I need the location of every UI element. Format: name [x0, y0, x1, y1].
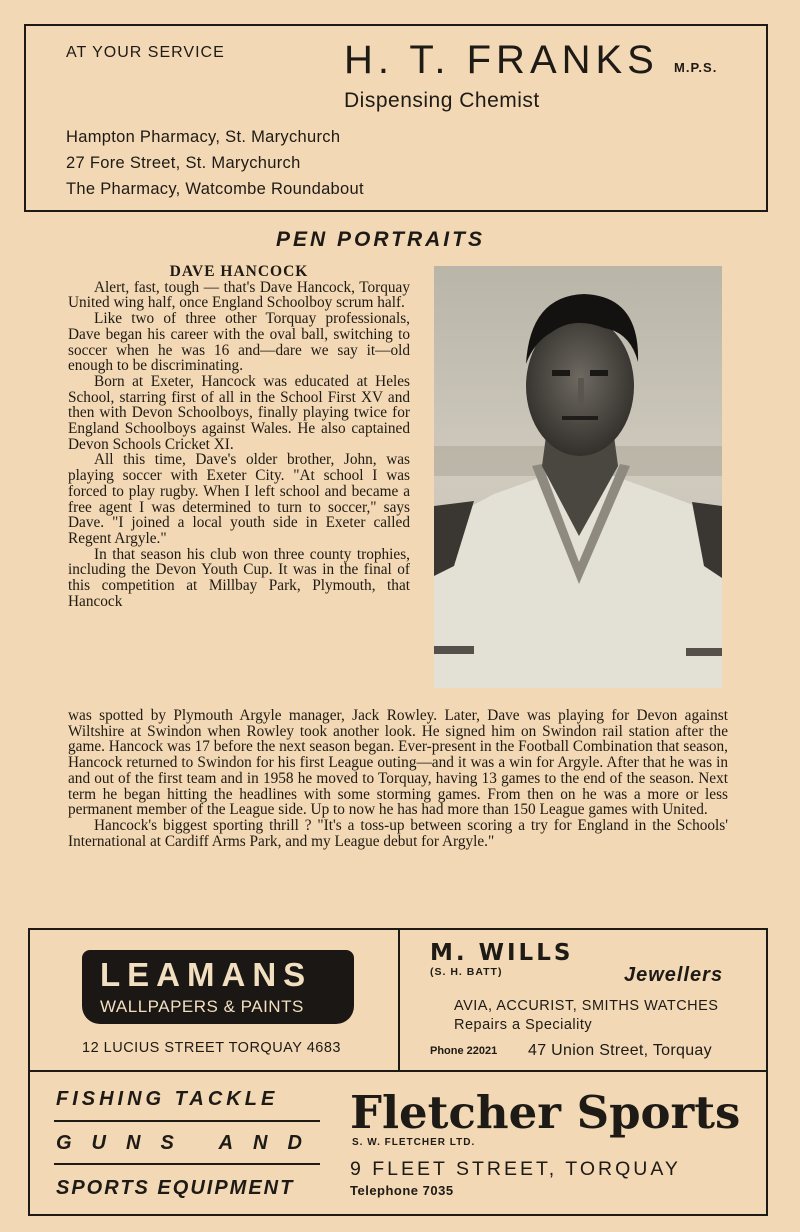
player-photo	[434, 266, 722, 688]
article-paragraph: All this time, Dave's older brother, John, was playing soccer with Exeter City. "At school I was forced to play rugby. When I left school and became a free agent I was determined to turn to soccer," says Dave. "I joined a local youth side in Exeter called Regent Argyle."	[68, 451, 410, 547]
fletcher-company: S. W. FLETCHER LTD.	[352, 1137, 476, 1148]
wills-trade: Jewellers	[624, 964, 724, 986]
advert-business-name: H. T. FRANKS	[344, 38, 659, 82]
divider	[54, 1120, 320, 1122]
wills-address: 47 Union Street, Torquay	[528, 1042, 712, 1059]
advert-address-1: Hampton Pharmacy, St. Marychurch	[66, 128, 341, 146]
leamans-name: LEAMANS	[100, 956, 313, 993]
wills-brands: AVIA, ACCURIST, SMITHS WATCHES	[454, 998, 719, 1014]
divider	[54, 1163, 320, 1165]
divider	[398, 928, 400, 1070]
fletcher-telephone: Telephone 7035	[350, 1183, 454, 1198]
article-paragraph: Hancock's biggest sporting thrill ? "It's a toss-up between scoring a try for England in the Schools' International at Cardiff Arms Park, and my League debut for Argyle."	[68, 816, 728, 850]
advert-tagline: AT YOUR SERVICE	[66, 44, 225, 61]
article-continuation	[68, 708, 728, 849]
player-portrait-image	[434, 266, 722, 688]
fletcher-line-fishing: FISHING TACKLE	[56, 1088, 279, 1110]
player-name: DAVE HANCOCK	[169, 263, 309, 280]
wills-proprietor: (S. H. BATT)	[430, 966, 503, 978]
article-paragraph: was spotted by Plymouth Argyle manager, Jack Rowley. Later, Dave was playing for Devon against Wiltshire at Swindon when Rowley took another look. He signed him on Swindon rail station after the game. Hancock was 17 before the next season began. Ever-present in the Football Combination that season, Hancock returned to Swindon for his first League outing—and it was a win for Argyle. After that he was in and out of the first team and in 1958 he moved to Torquay, having 13 games to the end of the season. Next term he began hitting the headlines with some storming games. From then on he was a more or less permanent member of the League side. Up to now he has had more than 150 League games with United.	[68, 707, 728, 819]
section-title: PEN PORTRAITS	[276, 228, 485, 251]
fletcher-address: 9 FLEET STREET, TORQUAY	[350, 1158, 681, 1180]
wills-repairs: Repairs a Speciality	[454, 1017, 593, 1033]
leamans-address: 12 LUCIUS STREET TORQUAY 4683	[82, 1040, 341, 1056]
article-paragraph: In that season his club won three county trophies, including the Devon Youth Cup. It was in the final of this competition at Millbay Park, Plymouth, that Hancock	[68, 545, 410, 610]
fletcher-name: Fletcher Sports	[350, 1086, 741, 1139]
fletcher-line-sports: SPORTS EQUIPMENT	[56, 1177, 295, 1199]
leamans-tagline: WALLPAPERS & PAINTS	[100, 997, 304, 1016]
article-paragraph: Alert, fast, tough — that's Dave Hancock, Torquay United wing half, once England Schoolboy scrum half.	[68, 278, 410, 312]
advert-address-3: The Pharmacy, Watcombe Roundabout	[66, 180, 364, 198]
article-paragraph: Born at Exeter, Hancock was educated at Heles School, starring first of all in the School First XV and then with Devon Schoolboys, finally playing twice for England Schoolboys against Wales. He also captained Devon Schools Cricket XI.	[68, 372, 410, 453]
advert-qualification: M.P.S.	[674, 60, 718, 75]
fletcher-line-guns: GUNS AND	[56, 1132, 322, 1154]
article-column	[68, 264, 410, 609]
wills-name: M. WILLS	[430, 940, 574, 966]
divider	[28, 1070, 768, 1072]
advert-address-2: 27 Fore Street, St. Marychurch	[66, 154, 301, 172]
wills-phone: Phone 22021	[430, 1045, 498, 1057]
article-paragraph: Like two of three other Torquay professionals, Dave began his career with the oval ball, switching to soccer when he was 16 and—dare we say it—old enough to be discriminating.	[68, 310, 410, 375]
advert-profession: Dispensing Chemist	[344, 89, 540, 112]
